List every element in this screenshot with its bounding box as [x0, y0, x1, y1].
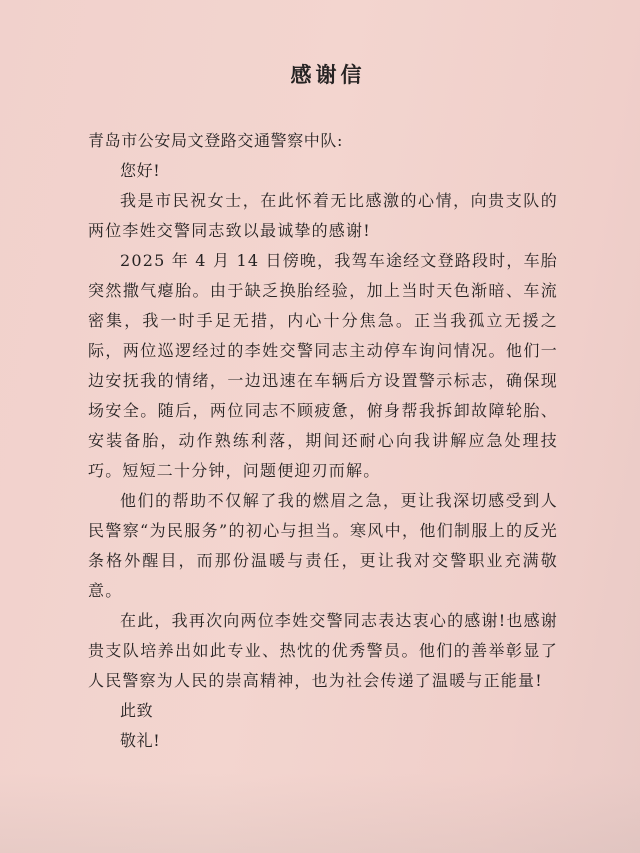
- paragraph-2: 2025 年 4 月 14 日傍晚，我驾车途经文登路段时，车胎突然撒气瘪胎。由于缺乏换胎经验，加上当时天色渐暗、车流密集，我一时手足无措，内心十分焦急。正当我孤立无援之际，两位巡逻经过的李姓交警同志主动停车询问情况。他们一边安抚我的情绪，一边迅速在车辆后方设置警示标志，确保现场安全。随后，两位同志不顾疲惫，俯身帮我拆卸故障轮胎、安装备胎，动作熟练利落，期间还耐心向我讲解应急处理技巧。短短二十分钟，问题便迎刃而解。: [88, 251, 558, 480]
- greeting: 您好!: [120, 161, 161, 180]
- paragraph-1: 我是市民祝女士，在此怀着无比感激的心情，向贵支队的两位李姓交警同志致以最诚挚的感谢!: [88, 191, 558, 240]
- paragraph-3: 他们的帮助不仅解了我的燃眉之急，更让我深切感受到人民警察“为民服务”的初心与担当。寒风中，他们制服上的反光条格外醒目，而那份温暖与责任，更让我对交警职业充满敬意。: [88, 491, 558, 600]
- addressee: 青岛市公安局文登路交通警察中队:: [88, 131, 343, 150]
- closing-regards: 敬礼!: [120, 731, 161, 750]
- closing-salutation: 此致: [120, 701, 154, 720]
- paragraph-4: 在此，我再次向两位李姓交警同志表达衷心的感谢!也感谢贵支队培养出如此专业、热忱的优秀警员。他们的善举彰显了人民警察为人民的崇高精神，也为社会传递了温暖与正能量!: [88, 611, 558, 690]
- letter-title: 感谢信: [290, 62, 366, 87]
- paper-shadow: [0, 773, 640, 853]
- letter-body: [88, 58, 558, 756]
